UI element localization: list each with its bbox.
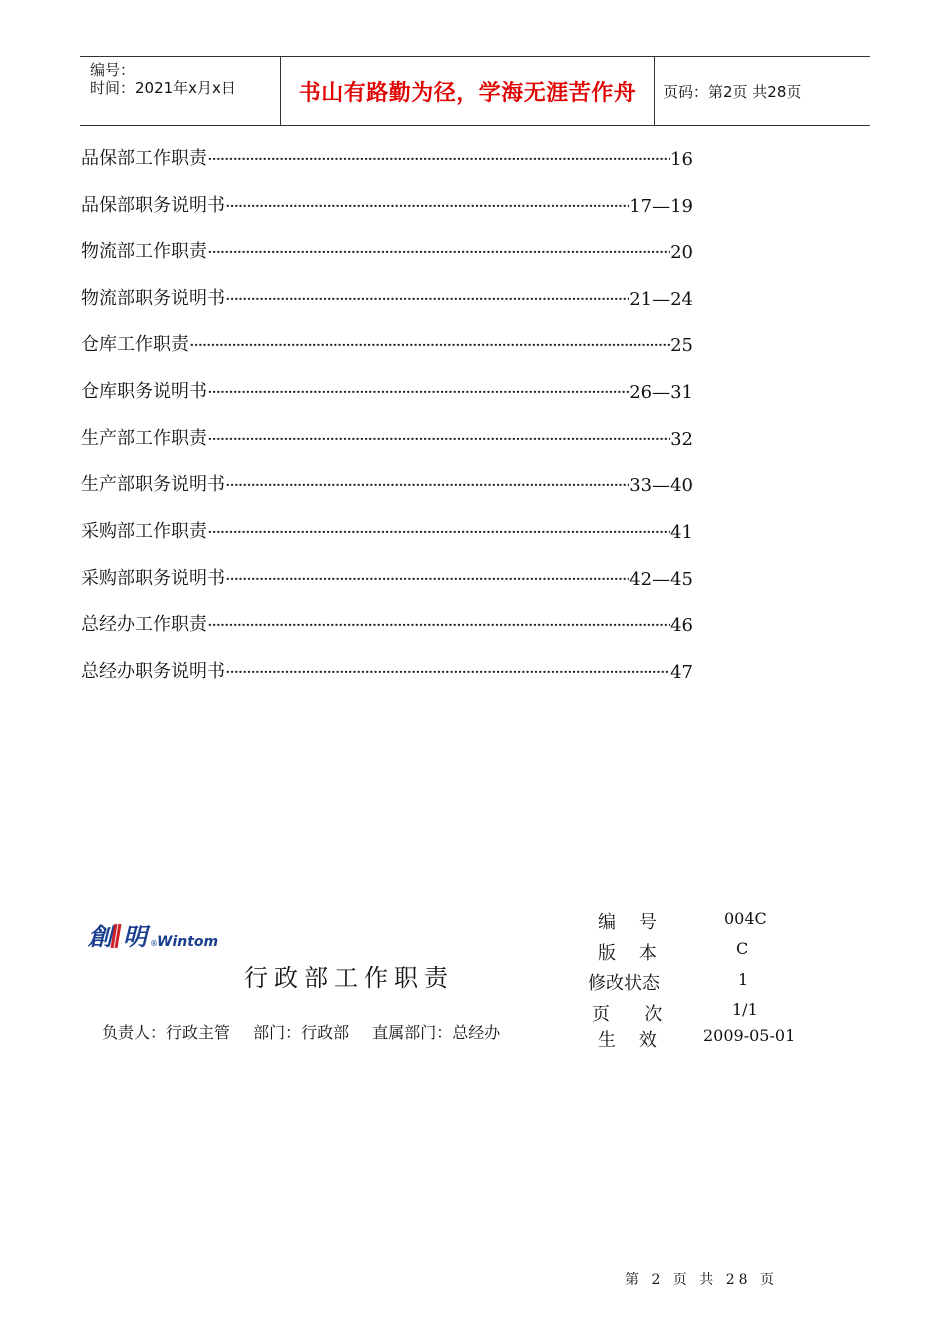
toc-leader-dots [225, 569, 629, 590]
toc-leader-dots [207, 615, 670, 636]
meta-page-label: 页 次 [592, 1004, 663, 1025]
meta-effective-label: 生 效 [598, 1030, 657, 1051]
toc-entry[interactable] [81, 560, 693, 590]
svg-text:創: 創 [88, 923, 112, 951]
toc-page: 26—31 [629, 382, 693, 403]
toc-entry[interactable] [81, 420, 693, 450]
meta-version-value: C [736, 939, 749, 958]
header-motto: 书山有路勤为径，学海无涯苦作舟 [298, 80, 637, 106]
toc-title: 总经办职务说明书 [81, 661, 225, 682]
toc-leader-dots [225, 289, 629, 310]
toc-title: 仓库职务说明书 [81, 381, 207, 402]
toc-title: 品保部职务说明书 [81, 195, 225, 216]
toc-title: 总经办工作职责 [81, 614, 207, 635]
toc-page: 20 [670, 242, 693, 263]
svg-text:®: ® [150, 939, 158, 948]
toc-leader-dots [189, 335, 670, 356]
toc-title: 品保部工作职责 [81, 148, 207, 169]
time-label: 时间：2021年x月x日 [90, 79, 236, 97]
department-text: 部门：行政部 [253, 1023, 350, 1042]
toc-entry[interactable] [81, 187, 693, 217]
document-title: 行政部工作职责 [244, 964, 454, 992]
toc-title: 采购部工作职责 [81, 521, 207, 542]
toc-leader-dots [225, 475, 629, 496]
header-info-cell [80, 57, 280, 125]
toc-title: 生产部工作职责 [81, 428, 207, 449]
toc-leader-dots [207, 242, 670, 263]
logo-mark-icon [87, 923, 218, 951]
toc-leader-dots [225, 662, 670, 683]
toc-title: 物流部职务说明书 [81, 288, 225, 309]
toc-entry[interactable] [81, 606, 693, 636]
header-page-info: 页码：第2页 共28页 [663, 82, 802, 101]
meta-number-value: 004C [724, 909, 767, 928]
toc-page: 41 [670, 522, 693, 543]
toc-page: 42—45 [629, 569, 693, 590]
meta-page-value: 1/1 [732, 1000, 758, 1019]
header-divider [654, 57, 655, 125]
meta-revision-label: 修改状态 [588, 973, 660, 994]
page-footer: 第 2 页 共 28 页 [625, 1272, 778, 1288]
toc-page: 25 [670, 335, 693, 356]
toc-leader-dots [207, 522, 670, 543]
toc-page: 17—19 [629, 196, 693, 217]
toc-page: 46 [670, 615, 693, 636]
toc-leader-dots [207, 382, 629, 403]
toc-page: 21—24 [629, 289, 693, 310]
toc-leader-dots [207, 429, 670, 450]
meta-number-label: 编 号 [598, 912, 657, 933]
toc-title: 生产部职务说明书 [81, 474, 225, 495]
svg-text:Wintom: Wintom [157, 934, 219, 950]
toc-page: 16 [670, 149, 693, 170]
toc-entry[interactable] [81, 373, 693, 403]
toc-entry[interactable] [81, 466, 693, 496]
toc-title: 采购部职务说明书 [81, 568, 225, 589]
toc-page: 32 [670, 429, 693, 450]
meta-revision-value: 1 [738, 970, 749, 989]
toc-leader-dots [207, 149, 670, 170]
svg-text:明: 明 [123, 923, 147, 951]
toc-entry[interactable] [81, 326, 693, 356]
company-logo [86, 918, 236, 954]
toc-page: 47 [670, 662, 693, 683]
meta-version-label: 版 本 [598, 943, 657, 964]
toc-entry[interactable] [81, 280, 693, 310]
toc-entry[interactable] [81, 140, 693, 170]
number-label: 编号： [90, 61, 136, 79]
toc-leader-dots [225, 196, 629, 217]
owner-text: 负责人：行政主管 [102, 1023, 231, 1042]
page-header [80, 56, 870, 126]
toc-title: 仓库工作职责 [81, 334, 189, 355]
superior-text: 直属部门：总经办 [372, 1023, 501, 1042]
toc-title: 物流部工作职责 [81, 241, 207, 262]
toc-page: 33—40 [629, 475, 693, 496]
meta-effective-value: 2009-05-01 [703, 1026, 796, 1045]
responsibility-info [102, 1020, 518, 1043]
toc-entry[interactable] [81, 233, 693, 263]
toc-entry[interactable] [81, 653, 693, 683]
toc-entry[interactable] [81, 513, 693, 543]
